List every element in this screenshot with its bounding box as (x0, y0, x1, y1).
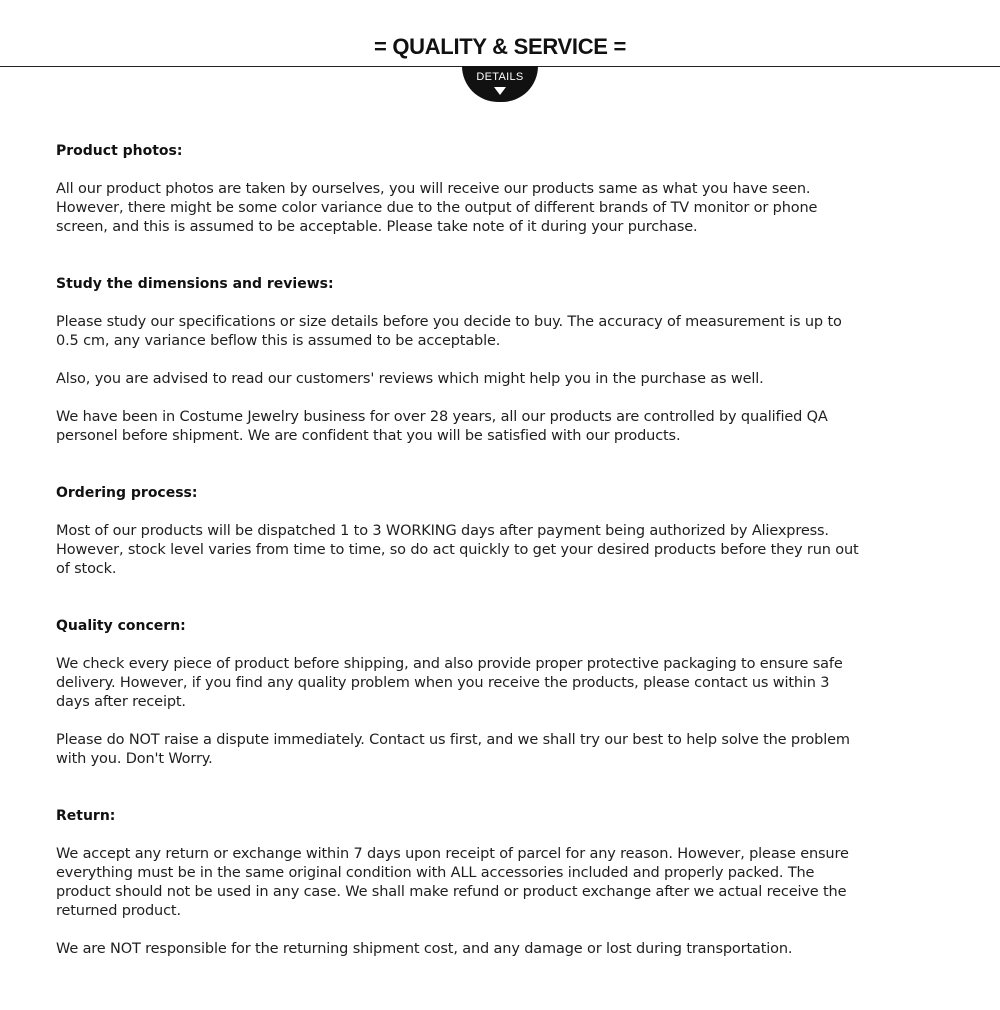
section-paragraph: Please do NOT raise a dispute immediately. Contact us first, and we shall try our best to help solve the problem with you. Don't Worry. (56, 732, 850, 767)
section-paragraph: Also, you are advised to read our customers' reviews which might help you in the purchase as well. (56, 371, 764, 387)
details-badge (462, 66, 538, 102)
section-paragraph: We check every piece of product before shipping, and also provide proper protective packaging to ensure safe delivery. However, if you find any quality problem when you receive the products, please contact us within 3 days after receipt. (56, 656, 843, 710)
triangle-down-icon (494, 87, 506, 95)
section-heading: Ordering process: (56, 485, 198, 501)
section-quality-concern (56, 617, 866, 769)
quality-service-header (0, 0, 1000, 110)
section-heading: Study the dimensions and reviews: (56, 276, 334, 292)
section-heading: Quality concern: (56, 618, 186, 634)
section-return (56, 807, 866, 959)
details-label: DETAILS (476, 71, 524, 83)
section-heading: Return: (56, 808, 116, 824)
section-dimensions-reviews (56, 275, 866, 446)
section-paragraph: We are NOT responsible for the returning shipment cost, and any damage or lost during transportation. (56, 941, 793, 957)
section-heading: Product photos: (56, 143, 183, 159)
section-paragraph: We accept any return or exchange within 7 days upon receipt of parcel for any reason. However, please ensure everything must be in the same original condition with ALL accessories included and properly packed. The product should not be used in any case. We shall make refund or product exchange after we actual receive the returned product. (56, 846, 849, 919)
section-paragraph: All our product photos are taken by ourselves, you will receive our products same as what you have seen. However, there might be some color variance due to the output of different brands of TV monitor or phone screen, and this is assumed to be acceptable. Please take note of it during your purchase. (56, 181, 818, 235)
section-product-photos (56, 142, 866, 237)
section-paragraph: We have been in Costume Jewelry business for over 28 years, all our products are controlled by qualified QA personel before shipment. We are confident that you will be satisfied with our products. (56, 409, 828, 444)
page-title: = QUALITY & SERVICE = (373, 34, 627, 59)
section-paragraph: Please study our specifications or size details before you decide to buy. The accuracy of measurement is up to 0.5 cm, any variance beflow this is assumed to be acceptable. (56, 314, 842, 349)
policy-content (56, 142, 866, 997)
section-ordering-process (56, 484, 866, 579)
section-paragraph: Most of our products will be dispatched 1 to 3 WORKING days after payment being authorized by Aliexpress. However, stock level varies from time to time, so do act quickly to get your desired products before they run out of stock. (56, 523, 859, 577)
